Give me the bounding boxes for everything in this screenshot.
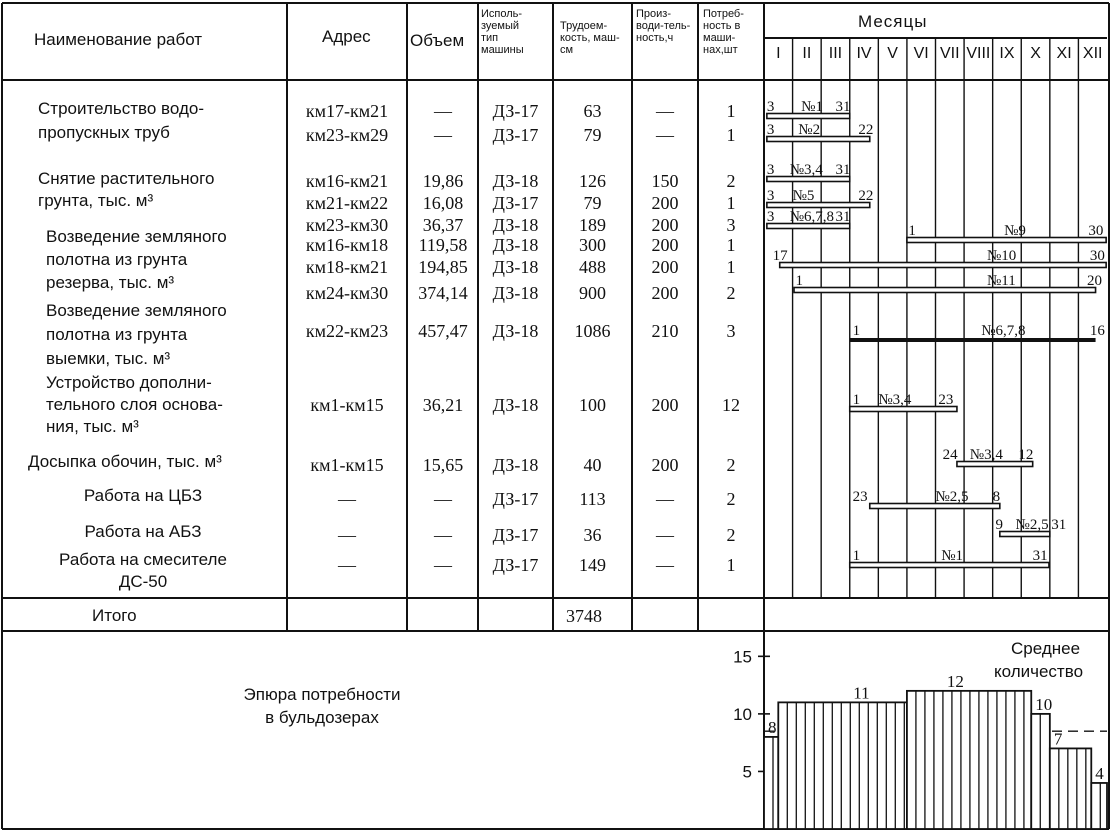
cell-address: км1-км15 (310, 395, 384, 415)
cell-need: 2 (726, 171, 736, 191)
gantt-bar (794, 288, 1096, 293)
cell-productivity: 200 (651, 283, 679, 303)
cell-productivity: — (656, 125, 674, 145)
cell-labor: 79 (583, 125, 602, 145)
cell-labor: 79 (583, 193, 602, 213)
header-labor: Трудоем-кость, маш-см (560, 20, 620, 56)
work-name-line: грунта, тыс. м³ (38, 191, 154, 210)
cell-address: км17-км21 (305, 101, 389, 121)
work-name-line: Устройство дополни- (46, 373, 212, 392)
cell-machine: ДЗ-17 (492, 125, 539, 145)
cell-productivity: 200 (651, 215, 679, 235)
epure-step-label: 8 (768, 717, 777, 737)
cell-machine: ДЗ-18 (492, 215, 539, 235)
cell-volume: 374,14 (418, 283, 468, 303)
cell-address: км23-км29 (305, 125, 389, 145)
work-name-line: Работа на смесителе (59, 550, 227, 569)
cell-volume: 119,58 (418, 235, 468, 255)
y-tick-label: 15 (733, 647, 752, 667)
cell-volume: 36,37 (422, 215, 464, 235)
cell-volume: 194,85 (418, 257, 468, 277)
gantt-bar-label: 24 (942, 447, 958, 463)
header-need: Потреб-ность в маши-нах,шт (703, 8, 744, 56)
gantt-bar-label: 3 (766, 99, 775, 115)
gantt-bar-label: 3 (766, 188, 775, 204)
gantt-bar-label: 30 (1088, 223, 1104, 239)
month-label: VIII (966, 45, 991, 62)
cell-machine: ДЗ-17 (492, 525, 539, 545)
work-name-line: Возведение земляного (46, 227, 227, 246)
gantt-bar-label: 1 (852, 323, 861, 339)
cell-productivity: 200 (651, 193, 679, 213)
month-label: I (776, 45, 781, 62)
cell-address: км22-км23 (305, 321, 389, 341)
gantt-bars (767, 99, 1106, 568)
work-name-line: выемки, тыс. м³ (46, 349, 171, 368)
month-label: XII (1082, 45, 1103, 62)
work-name-line: Возведение земляного (46, 301, 227, 320)
cell-need: 1 (726, 555, 736, 575)
y-tick-label: 10 (733, 704, 752, 724)
cell-address: — (338, 555, 356, 575)
cell-need: 2 (726, 489, 736, 509)
cell-machine: ДЗ-17 (492, 555, 539, 575)
month-label: IX (999, 45, 1015, 62)
average-label-line1: Среднее (1011, 639, 1081, 658)
cell-labor: 100 (579, 395, 606, 415)
cell-machine: ДЗ-18 (492, 235, 539, 255)
work-name-line: резерва, тыс. м³ (46, 273, 175, 292)
cell-volume: — (434, 489, 452, 509)
gantt-bar-label: 8 (992, 489, 1001, 505)
header-months: Месяцы (858, 12, 928, 31)
gantt-bar-label: 31 (1051, 517, 1067, 533)
header-volume: Объем (410, 31, 465, 50)
epure-caption-line2: в бульдозерах (265, 708, 379, 727)
total-labor: 3748 (566, 606, 602, 626)
work-name-line: пропускных труб (38, 123, 170, 142)
cell-productivity: — (656, 489, 674, 509)
cell-need: 1 (726, 235, 736, 255)
cell-volume: 16,08 (422, 193, 464, 213)
cell-machine: ДЗ-18 (492, 395, 539, 415)
gantt-bar-label: 17 (772, 248, 788, 264)
header-name: Наименование работ (34, 30, 203, 49)
cell-labor: 189 (579, 215, 606, 235)
gantt-bar-label: №1 (941, 548, 964, 564)
gantt-bar-label: №6,7,8 (981, 323, 1026, 339)
cell-productivity: 200 (651, 455, 679, 475)
cell-labor: 126 (579, 171, 606, 191)
cell-labor: 300 (579, 235, 606, 255)
month-label: X (1030, 45, 1041, 62)
gantt-bar (767, 203, 870, 208)
month-label: VII (940, 45, 960, 62)
gantt-bar-label: 3 (766, 209, 775, 225)
cell-need: 2 (726, 525, 736, 545)
epure-step (1091, 783, 1107, 829)
cell-volume: 457,47 (418, 321, 468, 341)
cell-need: 1 (726, 125, 736, 145)
work-name-line: тельного слоя основа- (46, 395, 223, 414)
cell-productivity: 200 (651, 395, 679, 415)
average-label-line2: количество (994, 662, 1084, 681)
work-name-line: Досыпка обочин, тыс. м³ (28, 452, 222, 471)
cell-machine: ДЗ-18 (492, 171, 539, 191)
cell-machine: ДЗ-17 (492, 101, 539, 121)
cell-machine: ДЗ-18 (492, 455, 539, 475)
month-label: IV (856, 45, 872, 62)
cell-need: 3 (726, 215, 736, 235)
cell-machine: ДЗ-18 (492, 321, 539, 341)
gantt-bar-label: №3,4 (789, 162, 823, 178)
epure-caption-line1: Эпюра потребности (243, 685, 401, 704)
cell-productivity: — (656, 101, 674, 121)
cell-need: 1 (726, 193, 736, 213)
gantt-bar-label: 30 (1089, 248, 1105, 264)
gantt-bar-label: 22 (858, 122, 874, 138)
cell-volume: 36,21 (422, 395, 464, 415)
gantt-bar-label: №10 (986, 248, 1017, 264)
cell-labor: 900 (579, 283, 606, 303)
epure-step-label: 10 (1035, 694, 1053, 714)
epure-step (1050, 748, 1091, 829)
cell-address: км24-км30 (305, 283, 389, 303)
gantt-bar-label: №5 (792, 188, 815, 204)
cell-volume: 19,86 (422, 171, 464, 191)
epure-step (764, 737, 778, 829)
cell-labor: 488 (579, 257, 606, 277)
cell-machine: ДЗ-17 (492, 193, 539, 213)
cell-need: 1 (726, 257, 736, 277)
gantt-bar-label: 31 (835, 162, 851, 178)
cell-volume: — (434, 555, 452, 575)
cell-labor: 40 (583, 455, 602, 475)
gantt-bar-label: №9 (1004, 223, 1026, 239)
gantt-bar-label: 16 (1089, 323, 1105, 339)
cell-labor: 149 (579, 555, 606, 575)
gantt-bar-label: №6,7,8 (789, 209, 835, 225)
cell-productivity: 200 (651, 235, 679, 255)
gantt-bar-label: 31 (835, 99, 851, 115)
gantt-bar-label: 31 (1032, 548, 1048, 564)
cell-labor: 113 (579, 489, 606, 509)
gantt-bar-label: 1 (795, 273, 803, 289)
epure-step (907, 691, 1031, 829)
y-tick-label: 5 (742, 762, 752, 782)
epure-step-label: 4 (1095, 763, 1104, 783)
gantt-bar-label: 23 (938, 392, 954, 408)
cell-labor: 36 (583, 525, 602, 545)
total-label: Итого (92, 606, 137, 625)
month-label: II (802, 45, 812, 62)
gantt-bar-label: №3,4 (969, 447, 1003, 463)
gantt-bar-label: 1 (852, 548, 861, 564)
cell-volume: — (434, 525, 452, 545)
cell-address: км23-км30 (305, 215, 389, 235)
gantt-bar-label: 1 (908, 223, 916, 239)
header-machine: Исполь-зуемый тип машины (481, 8, 524, 56)
cell-machine: ДЗ-17 (492, 489, 539, 509)
work-name-line: Снятие растительного (38, 169, 215, 188)
epure-step (778, 702, 907, 829)
gantt-bar-label: 1 (852, 392, 861, 408)
work-name-line: полотна из грунта (46, 325, 188, 344)
cell-volume: 15,65 (422, 455, 464, 475)
gantt-bar (780, 263, 1106, 268)
cell-address: км18-км21 (305, 257, 389, 277)
cell-address: — (338, 525, 356, 545)
cell-volume: — (434, 101, 452, 121)
gantt-bar-label: 3 (766, 162, 775, 178)
cell-labor: 63 (583, 101, 602, 121)
cell-productivity: 200 (651, 257, 679, 277)
cell-address: км21-км22 (305, 193, 389, 213)
work-name-line: Работа на ЦБЗ (83, 486, 203, 505)
gantt-bar-label: №1 (801, 99, 823, 115)
work-name-line: Работа на АБЗ (84, 522, 202, 541)
gantt-bar (850, 338, 1096, 342)
cell-address: км1-км15 (310, 455, 384, 475)
cell-need: 12 (722, 395, 740, 415)
work-name-line: полотна из грунта (46, 250, 188, 269)
cell-address: км16-км21 (305, 171, 389, 191)
cell-machine: ДЗ-18 (492, 283, 539, 303)
cell-productivity: — (656, 525, 674, 545)
gantt-bar-label: №2,5 (1015, 517, 1049, 533)
cell-productivity: 210 (651, 321, 679, 341)
month-label: XI (1056, 45, 1072, 62)
cell-need: 3 (726, 321, 736, 341)
gantt-bar-label: 31 (835, 209, 851, 225)
cell-productivity: — (656, 555, 674, 575)
cell-machine: ДЗ-18 (492, 257, 539, 277)
cell-labor: 1086 (574, 321, 611, 341)
gantt-bar-label: №2 (798, 122, 821, 138)
gantt-bar-label: 22 (858, 188, 874, 204)
cell-address: км16-км18 (305, 235, 389, 255)
cell-need: 1 (726, 101, 736, 121)
header-address: Адрес (322, 27, 371, 46)
gantt-bar-label: 23 (852, 489, 868, 505)
month-label: V (887, 45, 898, 62)
gantt-bar-label: 20 (1086, 273, 1102, 289)
epure-step-label: 12 (946, 671, 964, 691)
cell-productivity: 150 (651, 171, 679, 191)
cell-need: 2 (726, 455, 736, 475)
gantt-bar-label: №2,5 (935, 489, 969, 505)
work-name-line: ДС-50 (118, 572, 168, 591)
cell-need: 2 (726, 283, 736, 303)
cell-volume: — (434, 125, 452, 145)
header-productivity: Произ-води-тель-ность,ч (636, 8, 691, 44)
gantt-bar-label: 9 (995, 517, 1004, 533)
month-label: VI (913, 45, 929, 62)
work-name-line: ния, тыс. м³ (46, 417, 139, 436)
gantt-bar-label: 12 (1018, 447, 1034, 463)
gantt-bar-label: №11 (986, 273, 1016, 289)
epure-step-label: 11 (853, 683, 870, 703)
gantt-bar-label: 3 (766, 122, 775, 138)
cell-address: — (338, 489, 356, 509)
epure-step-label: 7 (1053, 729, 1063, 749)
month-label: III (828, 45, 843, 62)
gantt-bar-label: №3,4 (878, 392, 912, 408)
work-name-line: Строительство водо- (38, 99, 204, 118)
